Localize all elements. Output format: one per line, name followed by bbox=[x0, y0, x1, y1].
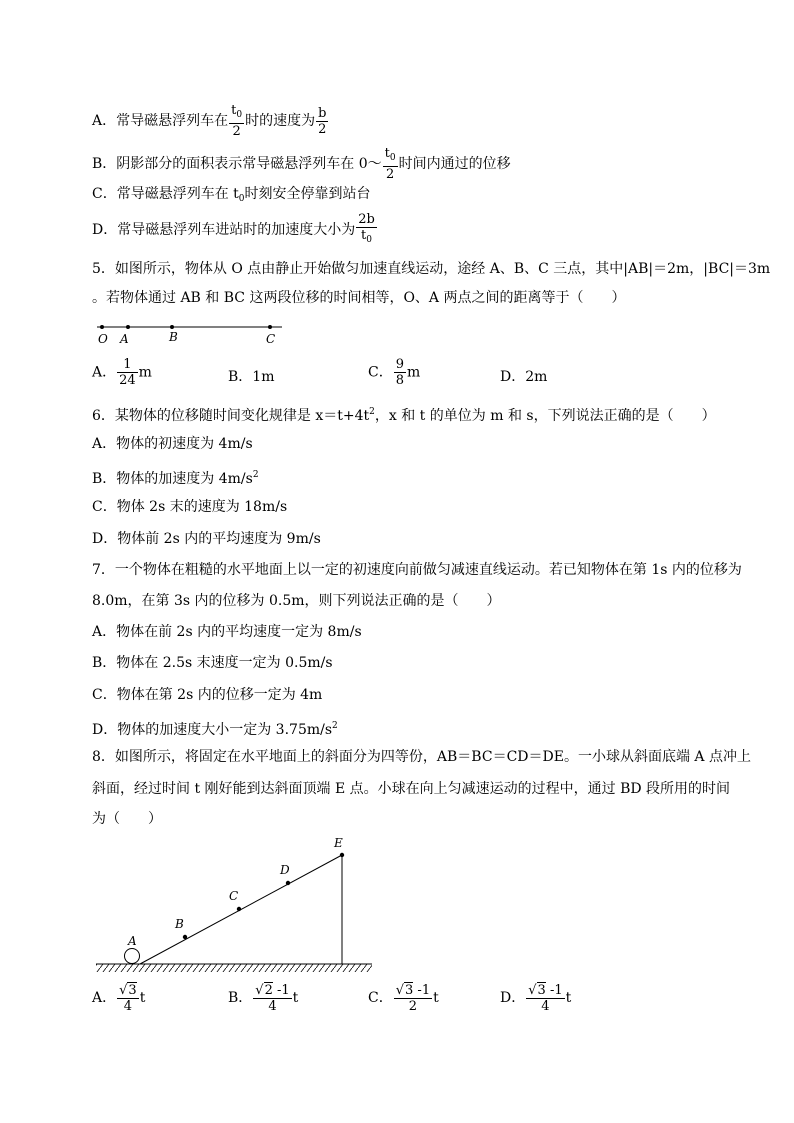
q4-option-a[interactable]: A．常导磁悬浮列车在 $\frac{t_0}{2}$ 时的速度为 $\frac{b}{2}$ bbox=[92, 103, 327, 139]
label-o: O bbox=[98, 332, 108, 346]
fraction: $\frac{√2 -1}{4}$ bbox=[255, 983, 290, 1014]
fraction: $\frac{b}{2}$ bbox=[318, 105, 327, 137]
point-a bbox=[126, 325, 130, 329]
q6-option-b[interactable]: B．物体的加速度为 $4m/s^2$ bbox=[92, 470, 259, 487]
fraction: $\frac{2b}{t_0}$ bbox=[358, 212, 375, 245]
label-e: E bbox=[334, 836, 343, 850]
q5-stem-line1: 5．如图所示，物体从 O 点由静止开始做匀加速直线运动，途经 A、B、C 三点，其中|AB|＝2m，|BC|＝3m bbox=[92, 261, 771, 277]
q8-stem-line2: 斜面，经过时间 t 刚好能到达斜面顶端 E 点。小球在向上匀减速运动的过程中，通过 BD 段所用的时间 bbox=[92, 781, 731, 797]
ball bbox=[125, 949, 140, 964]
point-o bbox=[100, 325, 104, 329]
point-c bbox=[237, 907, 241, 911]
fraction: $\frac{√3 -1}{2}$ bbox=[395, 983, 431, 1014]
q5-option-d[interactable]: D．2m bbox=[500, 369, 548, 385]
q4-option-c[interactable]: C．常导磁悬浮列车在 $t_0$时刻安全停靠到站台 bbox=[92, 186, 371, 204]
q8-option-d[interactable]: D． $\frac{√3 -1}{4}$ t bbox=[500, 983, 572, 1014]
q6-option-c[interactable]: C．物体 2s 末的速度为 18m/s bbox=[92, 499, 288, 515]
q7-stem-line1: 7．一个物体在粗糙的水平地面上以一定的初速度向前做匀减速直线运动。若已知物体在第 1s 内的位移为 bbox=[92, 562, 742, 578]
label-b: B bbox=[169, 330, 178, 344]
point-b bbox=[183, 935, 187, 939]
label-c: C bbox=[266, 332, 276, 346]
fraction: $\frac{√3}{4}$ bbox=[119, 983, 137, 1014]
label-d: D bbox=[280, 863, 290, 877]
q6-option-a[interactable]: A．物体的初速度为 4m/s bbox=[92, 436, 253, 452]
point-b bbox=[170, 325, 174, 329]
ground-hatching bbox=[96, 964, 372, 972]
q8-stem-line1: 8．如图所示，将固定在水平地面上的斜面分为四等份，AB＝BC＝CD＝DE。一小球从斜面底端 A 点冲上 bbox=[92, 749, 751, 765]
point-d bbox=[286, 881, 290, 885]
q6-stem: 6．某物体的位移随时间变化规律是 $x=t+4t^2$，x 和 t 的单位为 m 和 s，下列说法正确的是（ ） bbox=[92, 407, 716, 424]
q8-stem-line3: 为（ ） bbox=[92, 811, 162, 827]
label-a: A bbox=[120, 332, 129, 346]
q5-option-c[interactable]: C． $\frac{9}{8}$ m bbox=[368, 357, 421, 388]
q6-option-d[interactable]: D．物体前 2s 内的平均速度为 9m/s bbox=[92, 531, 321, 547]
fraction: $\frac{t_0}{2}$ bbox=[384, 146, 396, 182]
fraction: $\frac{9}{8}$ bbox=[395, 357, 404, 388]
fraction: $\frac{t_0}{2}$ bbox=[231, 103, 243, 139]
q7-option-c[interactable]: C．物体在第 2s 内的位移一定为 4m bbox=[92, 687, 323, 703]
q8-option-c[interactable]: C． $\frac{√3 -1}{2}$ t bbox=[368, 983, 439, 1014]
point-e bbox=[340, 853, 344, 857]
point-c bbox=[268, 325, 272, 329]
q5-option-b[interactable]: B．1m bbox=[228, 369, 275, 385]
q5-stem-line2: 。若物体通过 AB 和 BC 这两段位移的时间相等，O、A 两点之间的距离等于（ ） bbox=[92, 290, 626, 306]
q5-option-a[interactable]: A． $\frac{1}{24}$ m bbox=[92, 357, 152, 388]
q7-option-d[interactable]: D．物体的加速度大小一定为 $3.75m/s^2$ bbox=[92, 721, 338, 738]
q7-option-b[interactable]: B．物体在 2.5s 末速度一定为 0.5m/s bbox=[92, 655, 333, 671]
label-b: B bbox=[175, 917, 184, 931]
q4-option-b[interactable]: B．阴影部分的面积表示常导磁悬浮列车在 0～ $\frac{t_0}{2}$ 时间内通过的位移 bbox=[92, 146, 511, 182]
fraction: $\frac{√3 -1}{4}$ bbox=[528, 983, 563, 1014]
q7-option-a[interactable]: A．物体在前 2s 内的平均速度一定为 8m/s bbox=[92, 624, 362, 640]
label-a: A bbox=[128, 934, 137, 948]
q8-incline-figure bbox=[94, 832, 376, 978]
fraction: $\frac{1}{24}$ bbox=[119, 357, 136, 388]
q4-option-d[interactable]: D．常导磁悬浮列车进站时的加速度大小为 $\frac{2b}{t_0}$ bbox=[92, 212, 378, 248]
q8-option-b[interactable]: B． $\frac{√2 -1}{4}$ t bbox=[228, 983, 299, 1014]
label-c: C bbox=[229, 889, 239, 903]
q8-option-a[interactable]: A． $\frac{√3}{4}$ t bbox=[92, 983, 146, 1014]
q7-stem-line2: 8.0m，在第 3s 内的位移为 0.5m，则下列说法正确的是（ ） bbox=[92, 593, 501, 609]
q5-number-line-figure bbox=[92, 318, 292, 348]
